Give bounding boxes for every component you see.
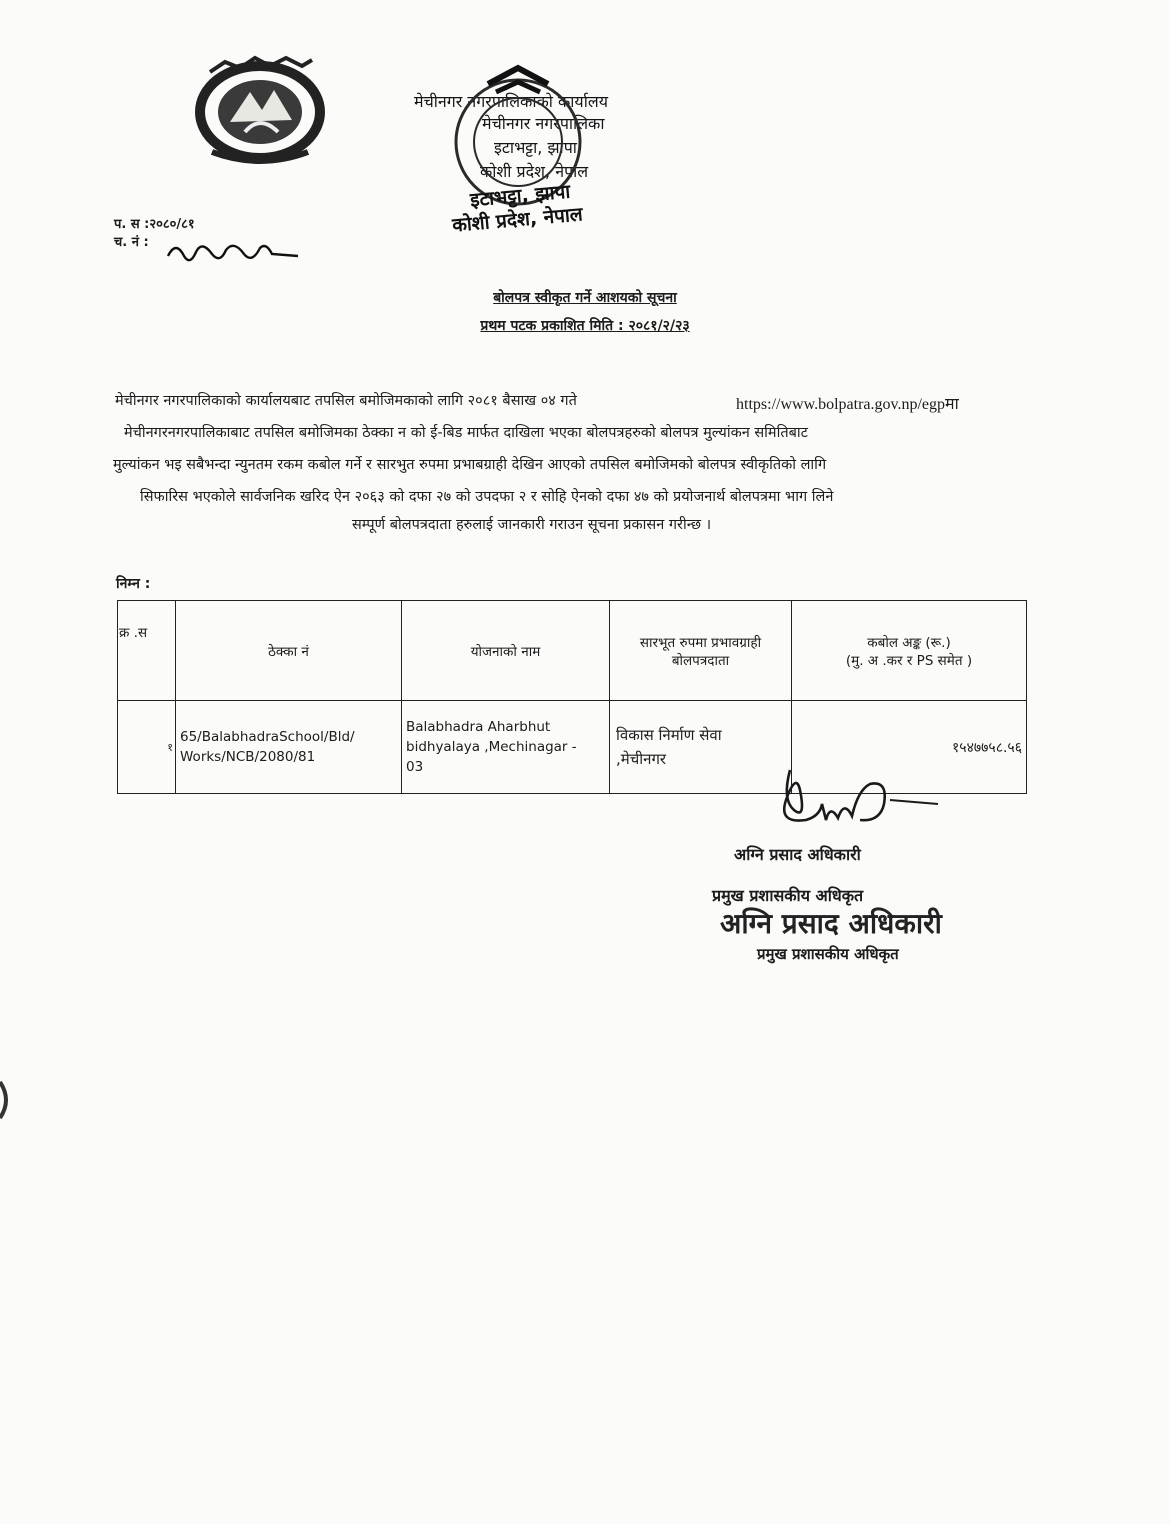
dispatch-number-handwritten xyxy=(162,234,302,270)
reference-ps: प. स :२०८०/८१ xyxy=(114,217,195,232)
cell-contract-no xyxy=(176,701,402,794)
cell-amount: १५४७७५८.५६ xyxy=(792,701,1027,794)
notice-subtitle: प्रथम पटक प्रकाशित मिति : २०८१/२/२३ xyxy=(480,318,690,334)
contract-no-line2: Works/NCB/2080/81 xyxy=(180,749,316,765)
cell-serial: १ xyxy=(118,701,176,794)
signatory-stamp-name: अग्नि प्रसाद अधिकारी xyxy=(720,907,942,940)
project-line1: Balabhadra Aharbhut xyxy=(406,719,551,735)
handwritten-signature xyxy=(760,760,960,850)
office-province: कोशी प्रदेश, नेपाल xyxy=(480,162,589,181)
cell-project-name xyxy=(402,701,610,794)
paragraph-line-4: सिफारिस भएकोले सार्वजनिक खरिद ऐन २०६३ को दफा २७ को उपदफा २ र सोहि ऐनको दफा ४७ को प्रयोजनार्थ बोलपत्रमा भाग लिने xyxy=(140,489,834,505)
paragraph-line-1: मेचीनगर नगरपालिकाको कार्यालयबाट तपसिल बमोजिमकाको लागि २०८१ बैसाख ०४ गते xyxy=(115,393,577,409)
header-bidder xyxy=(610,601,792,701)
contract-no-line1: 65/BalabhadraSchool/Bld/ xyxy=(180,729,355,745)
project-line3: 03 xyxy=(406,759,424,775)
bolpatra-url: https://www.bolpatra.gov.np/egpमा xyxy=(736,396,959,413)
municipality-name: मेचीनगर नगरपालिका xyxy=(482,114,605,133)
table-label: निम्न : xyxy=(116,576,151,592)
reference-chn: च. नं : xyxy=(114,235,149,250)
header-contract-no: ठेक्का नं xyxy=(176,601,402,701)
bidder-line2: ,मेचीनगर xyxy=(616,750,667,768)
stamp-location: इटाभट्टा, झापा xyxy=(469,180,572,212)
paragraph-line-2: मेचीनगरनगरपालिकाबाट तपसिल बमोजिमका ठेक्का न को ई-बिड मार्फत दाखिला भएका बोलपत्रहरुको बोलपत्र मुल्यांकन समितिबाट xyxy=(124,425,808,441)
paragraph-line-5: सम्पूर्ण बोलपत्रदाता हरुलाई जानकारी गराउन सूचना प्रकासन गरीन्छ । xyxy=(352,517,712,533)
header-project-name: योजनाको नाम xyxy=(402,601,610,701)
bidder-line1: विकास निर्माण सेवा xyxy=(616,726,722,744)
header-bidder-text: सारभूत रुपमा प्रभावग्राही बोलपत्रदाता xyxy=(639,634,762,669)
nepal-emblem-logo xyxy=(190,52,330,168)
table-header-row xyxy=(118,601,1027,701)
office-name: मेचीनगर नगरपालिकाको कार्यालय xyxy=(414,92,608,111)
header-serial: क्र .स xyxy=(118,601,176,701)
notice-title: बोलपत्र स्वीकृत गर्ने आशयको सूचना xyxy=(493,290,677,306)
signatory-name: अग्नि प्रसाद अधिकारी xyxy=(734,845,861,864)
stamp-province: कोशी प्रदेश, नेपाल xyxy=(451,203,584,237)
signatory-stamp-title: प्रमुख प्रशासकीय अधिकृत xyxy=(757,945,899,963)
scan-edge-mark xyxy=(0,1080,14,1120)
office-location: इटाभट्टा, झापा xyxy=(494,138,577,157)
signatory-title: प्रमुख प्रशासकीय अधिकृत xyxy=(712,886,864,905)
header-amount xyxy=(792,601,1027,701)
paragraph-line-3: मुल्यांकन भइ सबैभन्दा न्युनतम रकम कबोल गर्ने र सारभुत रुपमा प्रभाबग्राही देखिन आएको तपसिल बमोजिमको बोलपत्र स्वीकृतिको लागि xyxy=(113,457,827,473)
header-amount-line2: (मु. अ .कर र PS समेत ) xyxy=(845,652,973,669)
header-amount-line1: कबोल अङ्क (रू.) xyxy=(867,634,951,651)
project-line2: bidhyalaya ,Mechinagar - xyxy=(406,739,577,755)
